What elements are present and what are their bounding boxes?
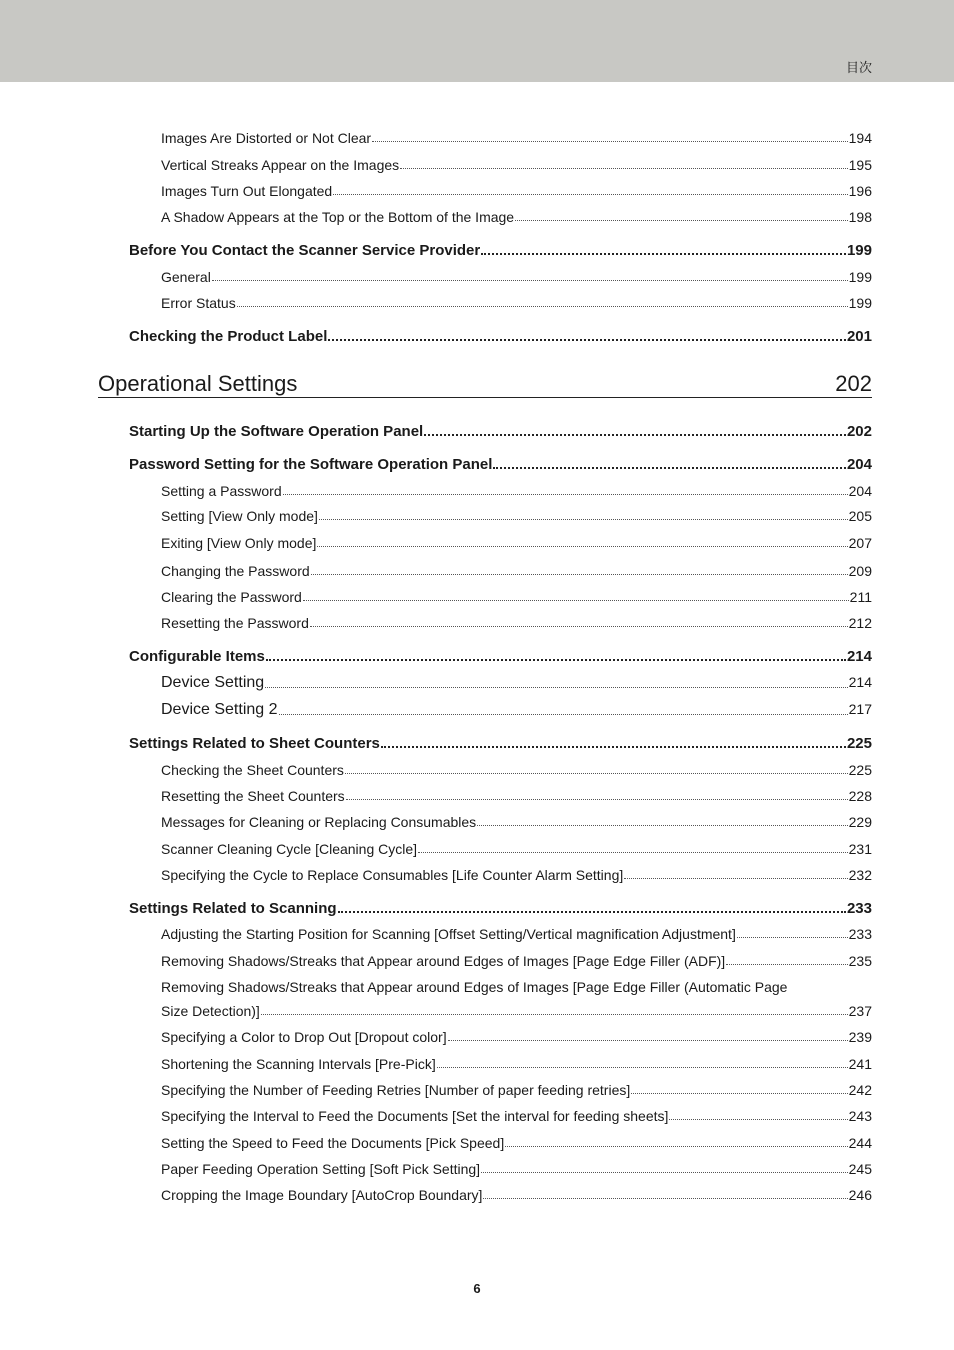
page-number: 6 [473, 1281, 481, 1296]
toc-entry-title: Size Detection)] [161, 1003, 260, 1019]
toc-section-title: Checking the Product Label [129, 328, 328, 345]
toc-entry-page: 242 [848, 1082, 872, 1098]
dot-leader [265, 687, 847, 688]
toc-section[interactable] [129, 456, 872, 473]
toc-entry-page: 229 [848, 814, 872, 830]
toc-entry-title: Error Status [161, 295, 236, 311]
toc-entry-title: Messages for Cleaning or Replacing Consumables [161, 814, 477, 830]
toc-entry-title: Device Setting 2 [161, 701, 278, 718]
toc-entry-page: 198 [848, 209, 872, 225]
toc-entry[interactable] [161, 674, 872, 692]
dot-leader [483, 1198, 847, 1199]
dot-leader [477, 825, 847, 826]
toc-entry-page: 199 [848, 269, 872, 285]
toc-entry-title: Clearing the Password [161, 589, 302, 605]
toc-entry-page: 212 [848, 615, 872, 631]
toc-entry[interactable] [161, 1135, 872, 1151]
toc-entry-title: Specifying the Interval to Feed the Documents [Set the interval for feeding sheets] [161, 1108, 669, 1124]
dot-leader [317, 546, 847, 547]
toc-section[interactable] [129, 423, 872, 440]
toc-entry-page: 243 [848, 1108, 872, 1124]
toc-entry-title: A Shadow Appears at the Top or the Bottom of the Image [161, 209, 515, 225]
toc-entry-title: Scanner Cleaning Cycle [Cleaning Cycle] [161, 841, 418, 857]
toc-section[interactable] [129, 328, 872, 345]
toc-section[interactable] [129, 900, 872, 917]
toc-entry-title: Checking the Sheet Counters [161, 762, 344, 778]
toc-entry[interactable] [161, 1187, 872, 1203]
dot-leader [481, 1172, 848, 1173]
chapter-page: 202 [835, 371, 872, 396]
dot-leader [283, 494, 848, 495]
toc-entry[interactable] [161, 269, 872, 285]
dot-leader [505, 1146, 847, 1147]
toc-entry-title: Vertical Streaks Appear on the Images [161, 157, 400, 173]
toc-entry-title: Cropping the Image Boundary [AutoCrop Boundary] [161, 1187, 483, 1203]
toc-entry-page: 194 [848, 130, 872, 146]
dot-leader [345, 773, 848, 774]
dot-leader [261, 1014, 848, 1015]
dot-leader [737, 937, 848, 938]
toc-entry[interactable] [161, 953, 872, 969]
dot-leader [624, 878, 847, 879]
chapter-title: Operational Settings [98, 371, 298, 396]
dot-leader [212, 280, 848, 281]
dot-leader [481, 253, 846, 255]
toc-entry-title: Images Are Distorted or Not Clear [161, 130, 372, 146]
toc-entry[interactable] [161, 157, 872, 173]
toc-entry-title: Exiting [View Only mode] [161, 535, 317, 551]
dot-leader [726, 964, 847, 965]
dot-leader [515, 220, 848, 221]
dot-leader [381, 746, 846, 748]
toc-entry[interactable] [161, 130, 872, 146]
toc-entry-title: Changing the Password [161, 563, 310, 579]
toc-entry[interactable] [161, 867, 872, 883]
toc-entry-page: 241 [848, 1056, 872, 1072]
toc-entry-page: 239 [848, 1029, 872, 1045]
dot-leader [266, 659, 846, 661]
toc-section[interactable] [129, 735, 872, 752]
toc-entry-title: Resetting the Password [161, 615, 309, 631]
toc-entry-page: 225 [848, 762, 872, 778]
toc-entry[interactable] [161, 814, 872, 830]
dot-leader [311, 574, 848, 575]
toc-entry-title: Specifying the Cycle to Replace Consumables [Life Counter Alarm Setting] [161, 867, 624, 883]
dot-leader [372, 141, 848, 142]
toc-section-title: Settings Related to Scanning [129, 900, 337, 917]
dot-leader [437, 1067, 848, 1068]
dot-leader [448, 1040, 848, 1041]
toc-entry[interactable] [161, 841, 872, 857]
toc-entry-page: 237 [848, 1003, 872, 1019]
toc-entry-page: 231 [848, 841, 872, 857]
dot-leader [279, 714, 848, 715]
toc-section-page: 202 [846, 423, 872, 440]
toc-entry-first-line[interactable]: Removing Shadows/Streaks that Appear around Edges of Images [Page Edge Filler (Automatic Page [161, 979, 788, 995]
toc-entry-page: 211 [849, 589, 872, 605]
toc-entry[interactable] [161, 1029, 872, 1045]
toc-entry[interactable] [161, 1161, 872, 1177]
toc-entry-page: 195 [848, 157, 872, 173]
toc-entry[interactable] [161, 1003, 872, 1019]
toc-entry-title: Specifying the Number of Feeding Retries [Number of paper feeding retries] [161, 1082, 631, 1098]
chapter-heading[interactable] [98, 370, 872, 398]
toc-entry-title: Paper Feeding Operation Setting [Soft Pick Setting] [161, 1161, 481, 1177]
toc-entry-page: 245 [848, 1161, 872, 1177]
toc-entry-page: 199 [848, 295, 872, 311]
toc-entry-title: Resetting the Sheet Counters [161, 788, 345, 804]
toc-entry[interactable] [161, 563, 872, 579]
toc-section-title: Password Setting for the Software Operation Panel [129, 456, 493, 473]
toc-entry[interactable] [161, 508, 872, 524]
toc-entry-page: 235 [848, 953, 872, 969]
toc-section-page: 214 [846, 648, 872, 665]
toc-entry-page: 228 [848, 788, 872, 804]
toc-entry-page: 232 [848, 867, 872, 883]
toc-entry-title: Setting the Speed to Feed the Documents [Pick Speed] [161, 1135, 505, 1151]
toc-entry[interactable] [161, 589, 872, 605]
toc-entry[interactable] [161, 483, 872, 499]
toc-entry[interactable] [161, 701, 872, 719]
toc-entry[interactable] [161, 209, 872, 225]
toc-section[interactable] [129, 242, 872, 259]
toc-entry-title: Setting a Password [161, 483, 282, 499]
toc-section-title: Settings Related to Sheet Counters [129, 735, 380, 752]
toc-entry-title: Setting [View Only mode] [161, 508, 318, 524]
toc-entry-title: Specifying a Color to Drop Out [Dropout color] [161, 1029, 447, 1045]
dot-leader [424, 434, 846, 436]
toc-section-title: Configurable Items [129, 648, 265, 665]
toc-entry-title: General [161, 269, 211, 285]
toc-entry-page: 205 [848, 508, 872, 524]
toc-entry[interactable] [161, 615, 872, 631]
toc-section-page: 225 [846, 735, 872, 752]
toc-entry-page: 214 [848, 674, 872, 690]
toc-entry[interactable] [161, 295, 872, 311]
toc-entry-page: 204 [848, 483, 872, 499]
toc-entry-title: Device Setting [161, 674, 265, 691]
page-header-band [0, 0, 954, 82]
toc-entry-page: 209 [848, 563, 872, 579]
toc-entry[interactable] [161, 535, 872, 551]
toc-entry[interactable] [161, 762, 872, 778]
dot-leader [310, 626, 848, 627]
dot-leader [400, 168, 848, 169]
toc-entry-page: 196 [848, 183, 872, 199]
toc-section-title: Starting Up the Software Operation Panel [129, 423, 424, 440]
toc-entry[interactable] [161, 1056, 872, 1072]
toc-entry[interactable] [161, 788, 872, 804]
toc-entry-page: 246 [848, 1187, 872, 1203]
dot-leader [346, 799, 848, 800]
toc-entry-page: 233 [848, 926, 872, 942]
toc-entry[interactable] [161, 1082, 872, 1098]
toc-section-page: 233 [846, 900, 872, 917]
toc-section-title: Before You Contact the Scanner Service Provider [129, 242, 481, 259]
toc-section-page: 201 [846, 328, 872, 345]
toc-entry-title: Shortening the Scanning Intervals [Pre-Pick] [161, 1056, 436, 1072]
dot-leader [237, 306, 848, 307]
section-label: 目次 [845, 61, 872, 76]
dot-leader [328, 339, 846, 341]
toc-entry-page: 217 [848, 701, 872, 717]
dot-leader [418, 852, 848, 853]
dot-leader [669, 1119, 847, 1120]
toc-entry-page: 207 [848, 535, 872, 551]
dot-leader [338, 911, 846, 913]
toc-section-page: 199 [846, 242, 872, 259]
dot-leader [303, 600, 849, 601]
dot-leader [333, 194, 847, 195]
toc-section-page: 204 [846, 456, 872, 473]
toc-entry[interactable] [161, 183, 872, 199]
toc-entry[interactable] [161, 926, 872, 942]
dot-leader [631, 1093, 847, 1094]
toc-section[interactable] [129, 648, 872, 665]
toc-entry-title: Images Turn Out Elongated [161, 183, 333, 199]
dot-leader [493, 467, 846, 469]
dot-leader [319, 519, 848, 520]
toc-entry[interactable] [161, 1108, 872, 1124]
toc-entry-title: Adjusting the Starting Position for Scanning [Offset Setting/Vertical magnification Adjustment] [161, 926, 736, 942]
toc-entry-title: Removing Shadows/Streaks that Appear around Edges of Images [Page Edge Filler (ADF)] [161, 953, 726, 969]
toc-entry-page: 244 [848, 1135, 872, 1151]
